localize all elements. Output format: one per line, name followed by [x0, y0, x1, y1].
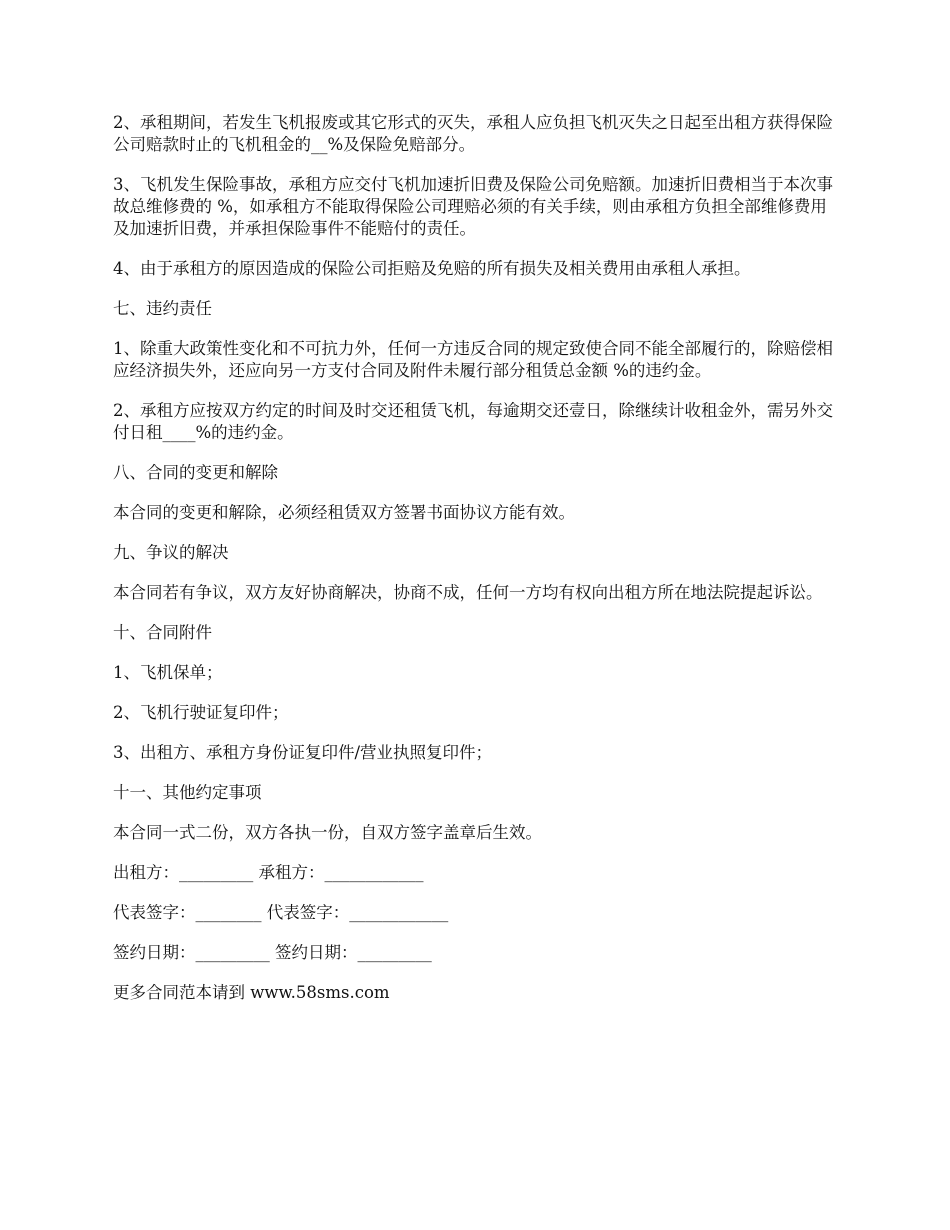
clause-3-insurance-accident: 3、飞机发生保险事故，承租方应交付飞机加速折旧费及保险公司免赔额。加速折旧费相当于本次事故总维修费的 %，如承租方不能取得保险公司理赔必须的有关手续，则由承租方负担全部维修费用及加速折旧费，并承担保险事件不能赔付的责任。: [113, 175, 833, 238]
signature-representatives-line: 代表签字：________ 代表签字：____________: [113, 903, 449, 922]
attachment-2: 2、飞机行驶证复印件；: [113, 703, 289, 722]
clause-breach-2: 2、承租方应按双方约定的时间及时交还租赁飞机，每逾期交还壹日，除继续计收租金外，需另外交付日租____%的违约金。: [113, 401, 833, 442]
clause-copies: 本合同一式二份，双方各执一份，自双方签字盖章后生效。: [113, 823, 542, 842]
footer-website-note: 更多合同范本请到 www.58sms.com: [113, 983, 390, 1002]
document-body: [113, 112, 843, 1022]
section-9-heading: 九、争议的解决: [113, 543, 229, 562]
attachment-1: 1、飞机保单；: [113, 663, 223, 682]
clause-dispute: 本合同若有争议，双方友好协商解决，协商不成，任何一方均有权向出租方所在地法院提起诉讼。: [113, 583, 823, 602]
section-7-heading: 七、违约责任: [113, 299, 212, 318]
section-8-heading: 八、合同的变更和解除: [113, 463, 278, 482]
signature-dates-line: 签约日期：_________ 签约日期：_________: [113, 943, 432, 962]
clause-breach-1: 1、除重大政策性变化和不可抗力外，任何一方违反合同的规定致使合同不能全部履行的，除赔偿相应经济损失外，还应向另一方支付合同及附件未履行部分租赁总金额 %的违约金。: [113, 339, 833, 380]
section-10-heading: 十、合同附件: [113, 623, 212, 642]
clause-amendment: 本合同的变更和解除，必须经租赁双方签署书面协议方能有效。: [113, 503, 575, 522]
clause-4-insurance-refusal: 4、由于承租方的原因造成的保险公司拒赔及免赔的所有损失及相关费用由承租人承担。: [113, 259, 751, 278]
section-11-heading: 十一、其他约定事项: [113, 783, 262, 802]
attachment-3: 3、出租方、承租方身份证复印件/营业执照复印件；: [113, 743, 493, 762]
clause-2-total-loss: 2、承租期间，若发生飞机报废或其它形式的灭失，承租人应负担飞机灭失之日起至出租方获得保险公司赔款时止的飞机租金的__%及保险免赔部分。: [113, 113, 833, 154]
signature-parties-line: 出租方：_________ 承租方：____________: [113, 863, 424, 882]
